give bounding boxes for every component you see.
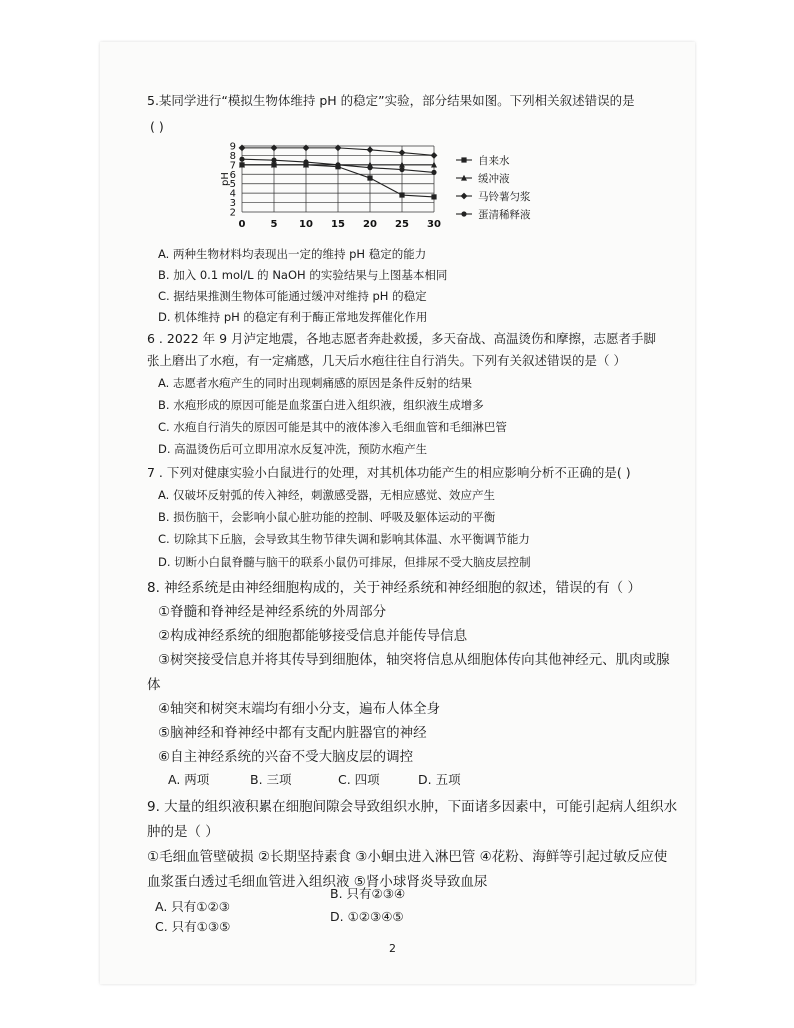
- x-tick-label: 20: [363, 219, 377, 230]
- data-point: [399, 149, 406, 156]
- q5-stem: 5.某同学进行“模拟生物体维持 pH 的稳定”实验，部分结果如图。下列相关叙述错误的是: [147, 93, 635, 108]
- data-point: [335, 144, 342, 151]
- y-tick-label: 2: [229, 207, 236, 219]
- data-point: [431, 170, 436, 175]
- data-point: [399, 167, 404, 172]
- y-tick-label: 4: [229, 188, 236, 200]
- legend-marker: [461, 193, 468, 200]
- q6-stem-line1: 6 . 2022 年 9 月泸定地震，各地志愿者奔赴救援，多天奋战、高温烫伤和摩擦，志愿者手脚: [147, 331, 657, 346]
- y-tick-label: 6: [229, 169, 236, 181]
- legend-label: 马铃薯匀浆: [478, 191, 531, 203]
- q9-option-a: A. 只有①②③: [155, 899, 230, 914]
- q8-item-6: ⑥自主神经系统的兴奋不受大脑皮层的调控: [158, 749, 414, 765]
- q6-option-b: B. 水疱形成的原因可能是血浆蛋白进入组织液，组织液生成增多: [158, 398, 484, 412]
- x-tick-label: 30: [427, 219, 441, 230]
- q9-stem-line1: 9. 大量的组织液积累在细胞间隙会导致组织水肿，下面诸多因素中，可能引起病人组织水: [147, 799, 678, 815]
- data-point: [367, 175, 372, 180]
- q8-option-d: D. 五项: [418, 772, 461, 787]
- q7-stem: 7 . 下列对健康实验小白鼠进行的处理，对其机体功能产生的相应影响分析不正确的是( ): [147, 465, 631, 480]
- q5-bracket: ( ): [150, 119, 164, 134]
- q7-option-c: C. 切除其下丘脑，会导致其生物节律失调和影响其体温、水平衡调节能力: [158, 532, 530, 546]
- data-point: [431, 194, 436, 199]
- y-tick-label: 5: [229, 179, 236, 191]
- q6-option-a: A. 志愿者水疱产生的同时出现刺痛感的原因是条件反射的结果: [158, 376, 472, 390]
- q9-stem-line3: ①毛细血管壁破损 ②长期坚持素食 ③小蛔虫进入淋巴管 ④花粉、海鲜等引起过敏反应使: [147, 849, 668, 865]
- data-point: [367, 146, 374, 153]
- q7-option-a: A. 仅破坏反射弧的传入神经，刺激感受器，无相应感觉、效应产生: [158, 488, 495, 502]
- data-point: [367, 165, 372, 170]
- q9-option-c: C. 只有①③⑤: [155, 919, 231, 934]
- q8-stem: 8. 神经系统是由神经细胞构成的，关于神经系统和神经细胞的叙述，错误的有（ ）: [147, 580, 641, 596]
- q5-option-d: D. 机体维持 pH 的稳定有利于酶正常地发挥催化作用: [158, 310, 428, 324]
- data-point: [399, 192, 404, 197]
- y-axis-label: pH: [220, 172, 231, 186]
- q5-option-a: A. 两种生物材料均表现出一定的维持 pH 稳定的能力: [158, 247, 427, 261]
- q9-stem-line2: 肿的是（ ）: [147, 824, 219, 840]
- q5-option-c: C. 据结果推测生物体可能通过缓冲对维持 pH 的稳定: [158, 289, 427, 303]
- q9-option-b: B. 只有②③④: [330, 886, 406, 901]
- chart-grid: [242, 146, 434, 212]
- ph-line-chart: [210, 138, 770, 258]
- q8-option-c: C. 四项: [338, 772, 380, 787]
- chart-axes: [220, 142, 441, 231]
- data-point: [431, 152, 438, 159]
- q8-item-2: ②构成神经系统的细胞都能够接受信息并能传导信息: [158, 628, 468, 644]
- x-tick-label: 10: [299, 219, 313, 230]
- data-point: [303, 159, 308, 164]
- data-point: [271, 144, 278, 151]
- x-tick-label: 15: [331, 219, 345, 230]
- x-tick-label: 5: [270, 219, 278, 230]
- x-tick-label: 25: [395, 219, 409, 230]
- y-tick-label: 9: [229, 141, 236, 153]
- data-point: [303, 144, 310, 151]
- legend-marker: [461, 211, 466, 216]
- legend-marker: [461, 157, 466, 162]
- y-tick-label: 8: [229, 150, 236, 162]
- page-number: 2: [389, 942, 396, 955]
- q7-option-b: B. 损伤脑干，会影响小鼠心脏功能的控制、呼吸及躯体运动的平衡: [158, 510, 496, 524]
- q8-item-4: ④轴突和树突末端均有细小分支，遍布人体全身: [158, 701, 441, 717]
- y-tick-label: 7: [229, 160, 236, 172]
- q6-stem-line2: 张上磨出了水疱，有一定痛感，几天后水疱往往自行消失。下列有关叙述错误的是（ ）: [147, 353, 626, 368]
- q8-option-b: B. 三项: [250, 772, 292, 787]
- legend-label: 蛋清稀释液: [478, 209, 531, 221]
- q8-item-3: ③树突接受信息并将其传导到细胞体，轴突将信息从细胞体传向其他神经元、肌肉或腺: [158, 652, 670, 668]
- data-point: [335, 162, 340, 167]
- q5-option-b: B. 加入 0.1 mol/L 的 NaOH 的实验结果与上图基本相同: [158, 268, 448, 282]
- data-point: [271, 158, 276, 163]
- q8-item-3-cont: 体: [147, 677, 161, 693]
- q8-option-a: A. 两项: [168, 772, 210, 787]
- q9-option-d: D. ①②③④⑤: [330, 909, 404, 924]
- legend-label: 自来水: [478, 155, 510, 167]
- q8-item-1: ①脊髓和脊神经是神经系统的外周部分: [158, 604, 387, 620]
- y-tick-label: 3: [229, 198, 236, 210]
- q8-item-5: ⑤脑神经和脊神经中都有支配内脏器官的神经: [158, 725, 427, 741]
- chart-legend: [456, 154, 531, 221]
- data-point: [239, 144, 246, 151]
- q7-option-d: D. 切断小白鼠脊髓与脑干的联系小鼠仍可排尿，但排尿不受大脑皮层控制: [158, 555, 531, 569]
- data-point: [239, 157, 244, 162]
- legend-label: 缓冲液: [478, 173, 510, 185]
- x-tick-label: 0: [238, 219, 246, 230]
- q9-stem-line4: 血浆蛋白透过毛细血管进入组织液 ⑤肾小球肾炎导致血尿: [147, 874, 488, 890]
- q6-option-c: C. 水疱自行消失的原因可能是其中的液体渗入毛细血管和毛细淋巴管: [158, 420, 507, 434]
- q6-option-d: D. 高温烫伤后可立即用凉水反复冲洗，预防水疱产生: [158, 442, 428, 456]
